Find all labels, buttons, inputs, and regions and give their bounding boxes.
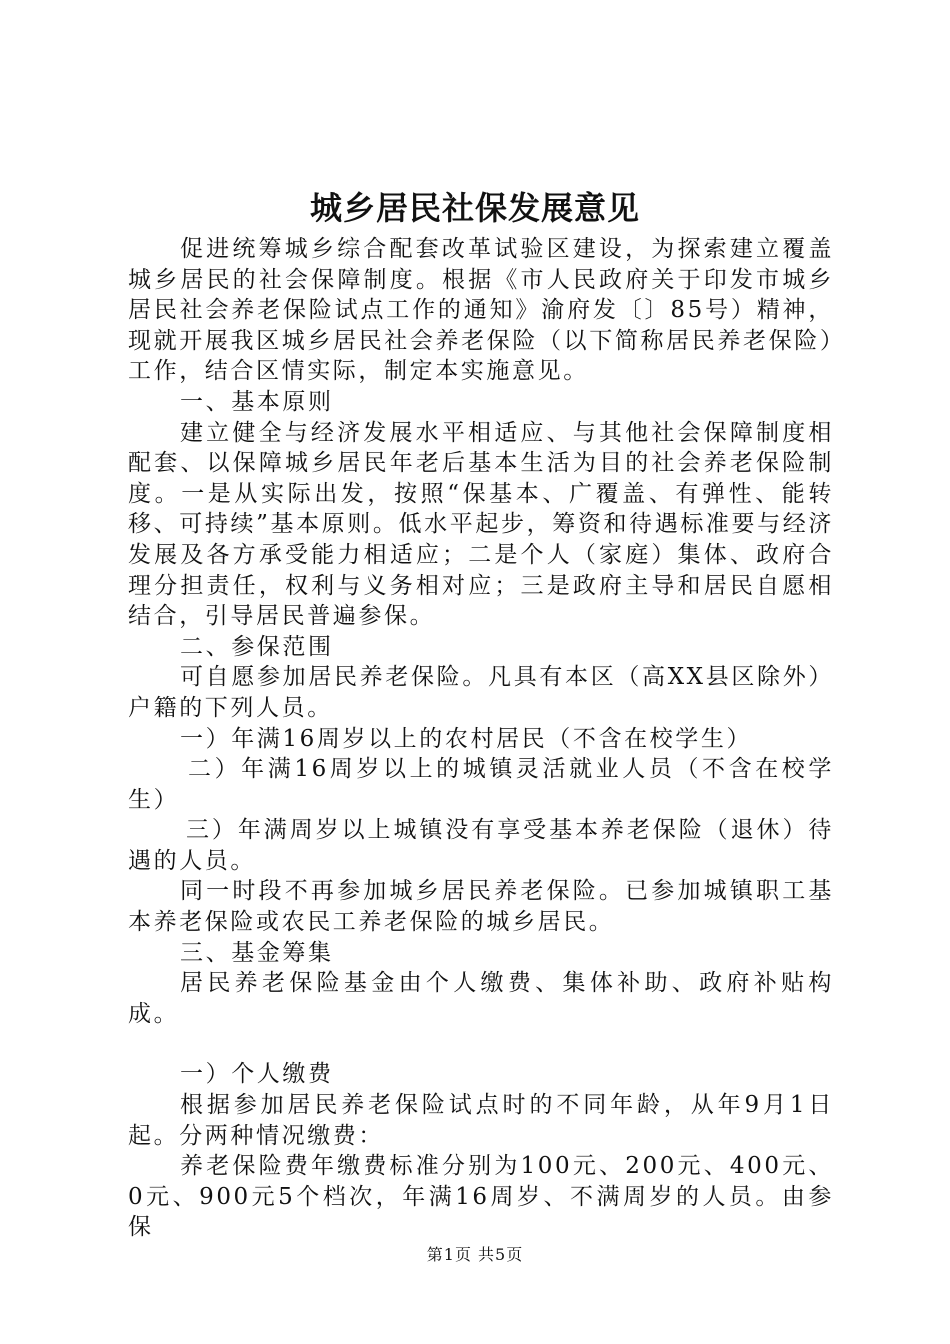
document-title: 城乡居民社保发展意见 [309, 189, 640, 227]
list-item-urban-no-pension: 三）年满周岁以上城镇没有享受基本养老保险（退休）待遇的人员。 [128, 817, 834, 874]
section-heading-scope: 二、参保范围 [180, 633, 334, 660]
document-body [128, 234, 834, 1243]
paragraph-intro: 促进统筹城乡综合配套改革试验区建设，为探索建立覆盖城乡居民的社会保障制度。根据《市人民政府关于印发市城乡居民社会养老保险试点工作的通知》渝府发〔〕85号）精神，现就开展我区城乡居民社会养老保险（以下简称居民养老保险）工作，结合区情实际，制定本实施意见。 [128, 236, 834, 385]
paragraph-contribution-levels: 养老保险费年缴费标准分别为100元、200元、400元、0元、900元5个档次，年满16周岁、不满周岁的人员。由参保 [128, 1153, 834, 1241]
paragraph-principles: 建立健全与经济发展水平相适应、与其他社会保障制度相配套、以保障城乡居民年老后基本生活为目的社会养老保险制度。一是从实际出发，按照“保基本、广覆盖、有弹性、能转移、可持续”基本原则。低水平起步，筹资和待遇标准要与经济发展及各方承受能力相适应；二是个人（家庭）集体、政府合理分担责任，权利与义务相对应；三是政府主导和居民自愿相结合，引导居民普遍参保。 [128, 419, 834, 630]
page-footer: 第1页 共5页 [426, 1245, 524, 1264]
paragraph-spacer [128, 1029, 834, 1059]
paragraph-scope: 可自愿参加居民养老保险。凡具有本区（高XX县区除外）户籍的下列人员。 [128, 664, 834, 721]
section-heading-principles: 一、基本原则 [180, 388, 334, 415]
subsection-heading-personal: 一）个人缴费 [180, 1061, 334, 1088]
section-heading-funding: 三、基金筹集 [180, 939, 334, 966]
paragraph-funding: 居民养老保险基金由个人缴费、集体补助、政府补贴构成。 [128, 970, 834, 1027]
paragraph-exclusion: 同一时段不再参加城乡居民养老保险。已参加城镇职工基本养老保险或农民工养老保险的城乡居民。 [128, 878, 834, 936]
paragraph-contribution-timing: 根据参加居民养老保险试点时的不同年龄，从年9月1日起。分两种情况缴费： [128, 1092, 834, 1149]
list-item-urban-flexible: 二）年满16周岁以上的城镇灵活就业人员（不含在校学生） [128, 756, 834, 813]
list-item-rural: 一）年满16周岁以上的农村居民（不含在校学生） [180, 725, 753, 752]
